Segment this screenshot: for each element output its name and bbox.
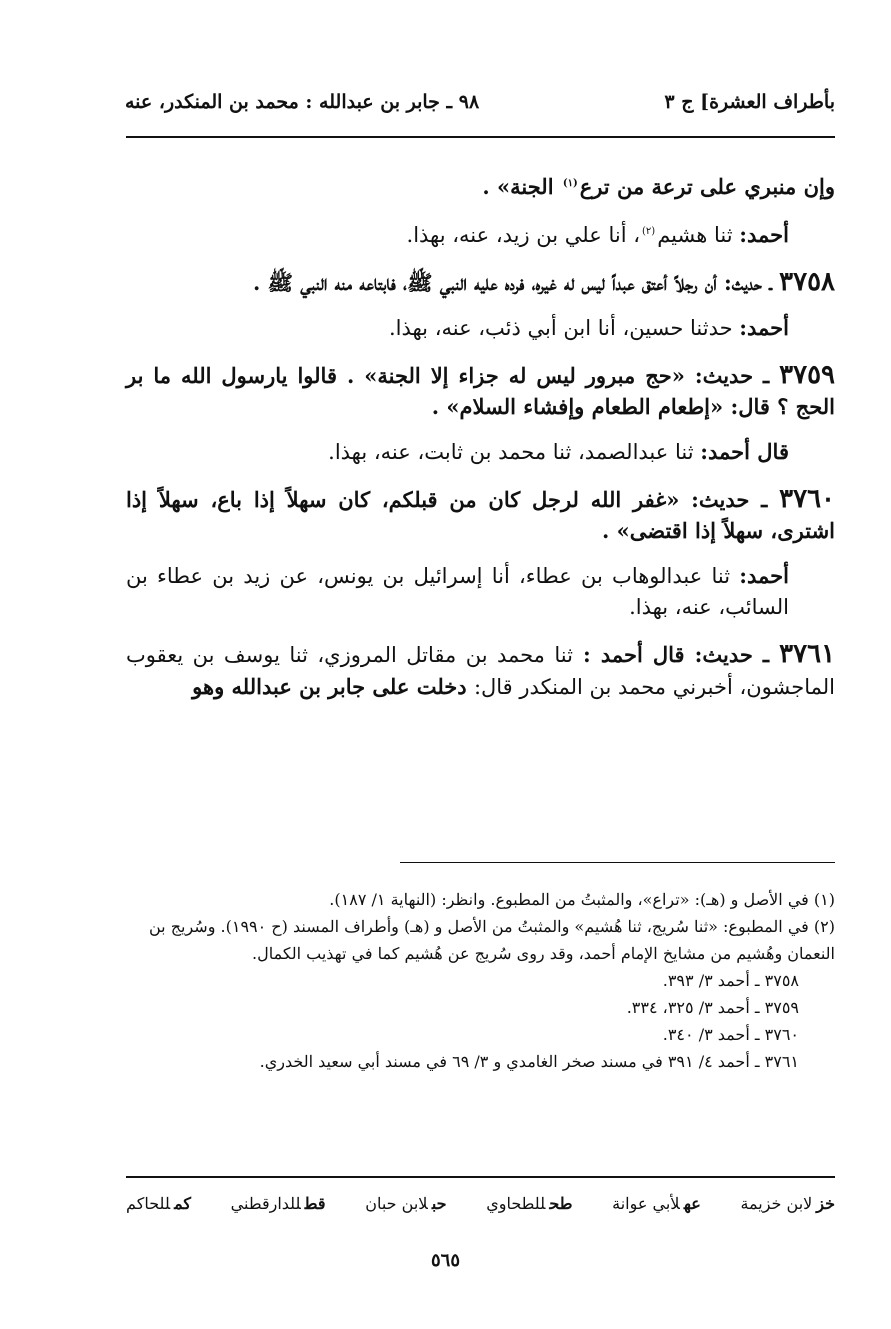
page-number: ٥٦٥ — [430, 1250, 460, 1271]
hadith-3760: ٣٧٦٠ ـ حديث: «غفر الله لرجل كان من قبلكم، كان سهلاً إذا باع، سهلاً إذا اشترى، سهلاً إذا اقتضى» . — [126, 484, 835, 543]
footnote-2: (٢) في المطبوع: «ثنا سُريج، ثنا هُشيم» والمثبتُ من الأصل و (هـ) وأطراف المسند (ح ١٩٩٠). وسُريج بن النعمان وهُشيم من مشايخ الإمام أحمد، وقد روى سُريج عن هُشيم كما في تهذيب الكمال. — [148, 917, 835, 963]
hadith-3759: ٣٧٥٩ ـ حديث: «حج مبرور ليس له جزاء إلا الجنة» . قالوا يارسول الله ما بر الحج ؟ قال: «إطعام الطعام وإفشاء السلام» . — [126, 360, 836, 419]
isnad-line: أحمد: ثنا عبدالوهاب بن عطاء، أنا إسرائيل بن يونس، عن زيد بن عطاء بن السائب، عنه، بهذا. — [126, 563, 789, 619]
footnote-marker-1: (١) — [562, 178, 578, 189]
main-text — [126, 168, 835, 717]
abbrev-item: خزلابن خزيمة — [740, 1194, 835, 1213]
isnad-line: أحمد: ثنا هشيم$^{(٢)}$، أنا علي بن زيد، عنه، بهذا. — [406, 222, 789, 247]
abbreviation-key — [126, 1194, 835, 1213]
hadith-number: ٣٧٦١ — [779, 639, 836, 669]
footnotes — [126, 886, 835, 1075]
abbrev-item: عهلأبي عوانة — [612, 1194, 701, 1213]
source-ref: ٣٧٥٩ ـ أحمد ٣/ ٣٢٥، ٣٣٤. — [626, 998, 799, 1017]
source-ref: ٣٧٦٠ ـ أحمد ٣/ ٣٤٠. — [662, 1025, 799, 1044]
codes-rule — [126, 1176, 835, 1178]
footnote-marker-2: (٢) — [642, 226, 656, 237]
hadith-number: ٣٧٥٩ — [779, 360, 836, 390]
footnote-rule — [400, 862, 835, 863]
source-ref: ٣٧٦١ ـ أحمد ٤/ ٣٩١ في مسند صخر الغامدي و ٣/ ٦٩ في مسند أبي سعيد الخدري. — [259, 1052, 799, 1071]
source-ref: ٣٧٥٨ ـ أحمد ٣/ ٣٩٣. — [662, 971, 799, 990]
header-rule — [126, 136, 835, 138]
hadith-3761: ٣٧٦١ ـ حديث: قال أحمد : ثنا محمد بن مقاتل المروزي، ثنا يوسف بن يعقوب الماجشون، أخبرني محمد بن المنكدر قال: دخلت على جابر بن عبدالله وهو — [126, 639, 836, 699]
header-volume: بأطراف العشرة] ج ٣ — [664, 91, 835, 113]
hadith-number: ٣٧٦٠ — [779, 484, 835, 514]
continued-hadith: وإن منبري على ترعة من ترع$^{(١)}$ الجنة» . — [482, 174, 835, 199]
isnad-line: أحمد: حدثنا حسين، أنا ابن أبي ذئب، عنه، بهذا. — [388, 315, 789, 340]
footnote-1: (١) في الأصل و (هـ): «تراع»، والمثبتُ من المطبوع. وانظر: (النهاية ١/ ١٨٧). — [329, 890, 835, 909]
abbrev-item: قطللدارقطني — [230, 1194, 326, 1213]
header-chapter: ٩٨ ـ جابر بن عبدالله : محمد بن المنكدر، عنه — [125, 91, 480, 113]
hadith-number: ٣٧٥٨ — [779, 267, 835, 297]
isnad-line: قال أحمد: ثنا عبدالصمد، ثنا محمد بن ثابت، عنه، بهذا. — [328, 439, 789, 464]
abbrev-item: كمللحاكم — [126, 1194, 191, 1213]
hadith-3758: ٣٧٥٨ ـ حديث: أن رجلاً أعتق عبداً ليس له غيره، فرده عليه النبي ﷺ، فابتاعه منه النبي ﷺ . — [253, 267, 835, 297]
abbrev-item: طحللطحاوي — [486, 1194, 573, 1213]
running-header — [125, 86, 835, 118]
abbrev-item: حبلابن حبان — [365, 1194, 447, 1213]
